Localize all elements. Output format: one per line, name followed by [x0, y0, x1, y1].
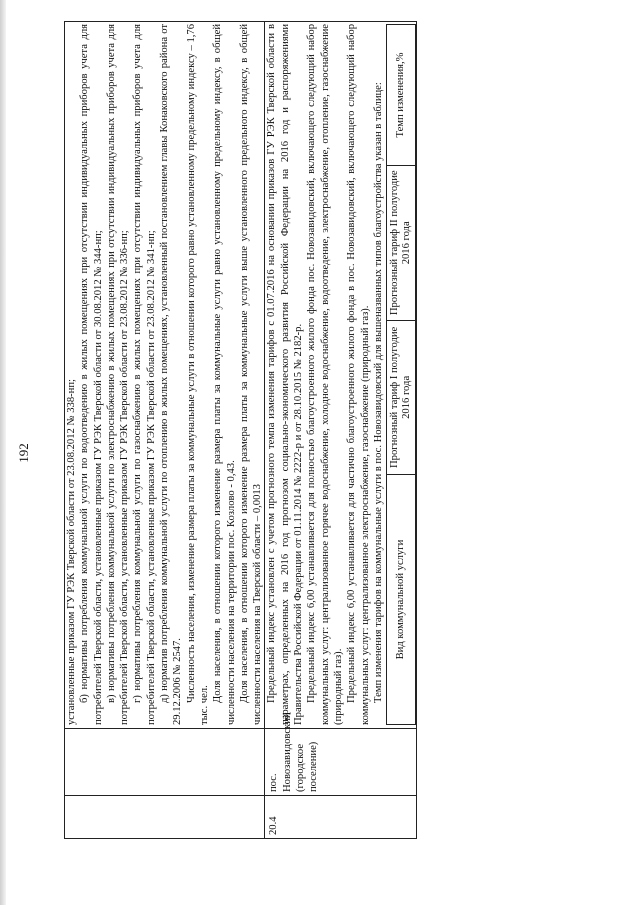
tariff-header-service: Вид коммунальной услуги	[387, 475, 416, 725]
row-code: 20.4	[265, 796, 417, 839]
main-table	[64, 21, 417, 839]
description-cell-current	[265, 22, 417, 729]
text-paragraph: Предельный индекс 6,00 устанавливается для полностью благоустроенного жилого фонда пос. Новозавидовский, включающего следующий набор коммунальных услуг: централизованное горячее водоснабжение, холодное водоснабжение, водоотведение, электроснабжение, отопление, газоснабжение (природный газ).	[306, 24, 344, 725]
tariff-table-header-row	[387, 25, 416, 725]
page-number: 192	[16, 443, 31, 463]
settlement-cell-empty	[65, 729, 265, 796]
text-paragraph: установленные приказом ГУ РЭК Тверской области от 23.08.2012 № 338-нп;	[66, 379, 77, 725]
text-paragraph: Предельный индекс 6,00 устанавливается для частично благоустроенного жилого фонда в пос. Новозавидовский, включающего следующий набор коммунальных услуг: централизованное электроснабжение, газоснабжение (природный газ).	[346, 24, 371, 725]
text-paragraph: Предельный индекс установлен с учетом прогнозного темпа изменения тарифов с 01.07.2016 на основании приказов ГУ РЭК Тверской области в параметрах, определенных на 2016 год прогнозом социально-экономического развития Российской Федерации на 2016 год и распоряжениями Правительства Российской Федерации от 01.11.2014 № 2222-р и от 28.10.2015 № 2182-р.	[266, 24, 305, 725]
text-paragraph: б) нормативы потребления коммунальной услуги по водоотведению в жилых помещениях при отсутствии индивидуальных приборов учета для потребителей Тверской области, установленные приказом ГУ РЭК Тверской области от 30.08.2012 № 344-нп;	[79, 24, 104, 725]
table-row-previous	[65, 22, 265, 839]
text-paragraph: г) нормативы потребления коммунальной услуги по газоснабжению в жилых помещениях при отсутствии индивидуальных приборов учета для потребителей Тверской области, установленные приказом ГУ РЭК Тверской области от 23.08.2012 № 341-нп;	[132, 24, 157, 725]
table-row-current	[265, 22, 417, 839]
text-paragraph: д) норматив потребления коммунальной услуги по отоплению в жилых помещениях, установленный постановлением главы Конаковского района от 29.12.2006 № 2547.	[159, 24, 184, 725]
text-paragraph: в) нормативы потребления коммунальной услуги по электроснабжению в жилых помещениях при отсутствии индивидуальных приборов учета для потребителей Тверской области, установленные приказом ГУ РЭК Тверской области от 23.08.2012 № 336-нп;	[105, 24, 131, 725]
text-paragraph: Темп изменения тарифов на коммунальные услуги в пос. Новозавидовский для вышеназванных типов благоустройства указан в таблице:	[372, 82, 384, 703]
tariff-header-h1: Прогнозный тариф I полугодие 2016 года	[387, 320, 416, 475]
tariff-header-h2: Прогнозный тариф II полугодие 2016 года	[387, 165, 416, 320]
tariff-table	[386, 24, 416, 725]
tariff-header-rate: Темп изменения,%	[387, 25, 416, 166]
settlement-name: пос. Новозавидовский (городское поселение)	[265, 729, 417, 796]
text-paragraph: Доля населения, в отношении которого изменение размера платы за коммунальные услуги равно установленному предельному индексу, в общей численности населения на территории пос. Козлово - 0,43.	[212, 24, 237, 725]
description-cell-previous	[65, 22, 265, 729]
code-cell-empty	[65, 796, 265, 839]
text-paragraph: Доля населения, в отношении которого изменение размера платы за коммунальные услуги выше установленного предельного индексу, в общей численности населения на Тверской области – 0,0013	[238, 24, 264, 725]
text-paragraph: Численность населения, изменение размера платы за коммунальные услуги в отношении которого равно установленному предельному индексу – 1,76 тыс. чел.	[185, 24, 210, 725]
